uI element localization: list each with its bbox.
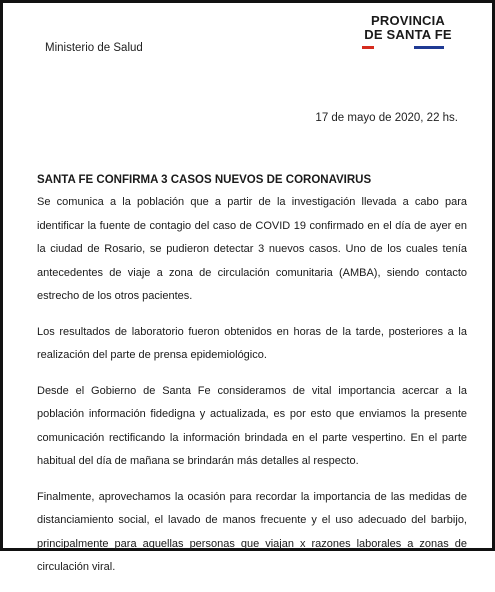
logo-red-stripe [362,46,374,49]
release-body [37,169,467,592]
paragraph-1: Se comunica a la población que a partir de la investigación llevada a cabo para identificar la fuente de contagio del caso de COVID 19 confirmado en el día de ayer en la ciudad de Rosario, se pudieron detectar 3 nuevos casos. Uno de los cuales tenía antecedentes de viaje a zona de circulación comunitaria (AMBA), siendo contacto estrecho de los otros pacientes. [37,196,467,302]
logo-blue-stripe [414,46,444,49]
release-date: 17 de mayo de 2020, 22 hs. [315,112,458,124]
logo-stripes [358,44,458,58]
paragraph-3: Desde el Gobierno de Santa Fe consideramos de vital importancia acercar a la población información fidedigna y actualizada, es por esto que enviamos la presente comunicación rectificando la información brindada en el parte vespertino. En el parte habitual del día de mañana se brindarán más detalles al respecto. [37,384,467,467]
province-logo [358,14,458,58]
paragraph-4: Finalmente, aprovechamos la ocasión para recordar la importancia de las medidas de distanciamiento social, el lavado de manos frecuente y el uso adecuado del barbijo, principalmente para aquellas personas que viajan x razones laborales a zonas de circulación viral. [37,490,467,573]
release-title: SANTA FE CONFIRMA 3 CASOS NUEVOS DE CORONAVIRUS [37,174,372,186]
ministry-label: Ministerio de Salud [45,42,143,54]
logo-line-2: DE SANTA FE [364,27,452,42]
logo-line-1: PROVINCIA [370,13,446,28]
paragraph-2: Los resultados de laboratorio fueron obtenidos en horas de la tarde, posteriores a la realización del parte de prensa epidemiológico. [37,325,467,361]
